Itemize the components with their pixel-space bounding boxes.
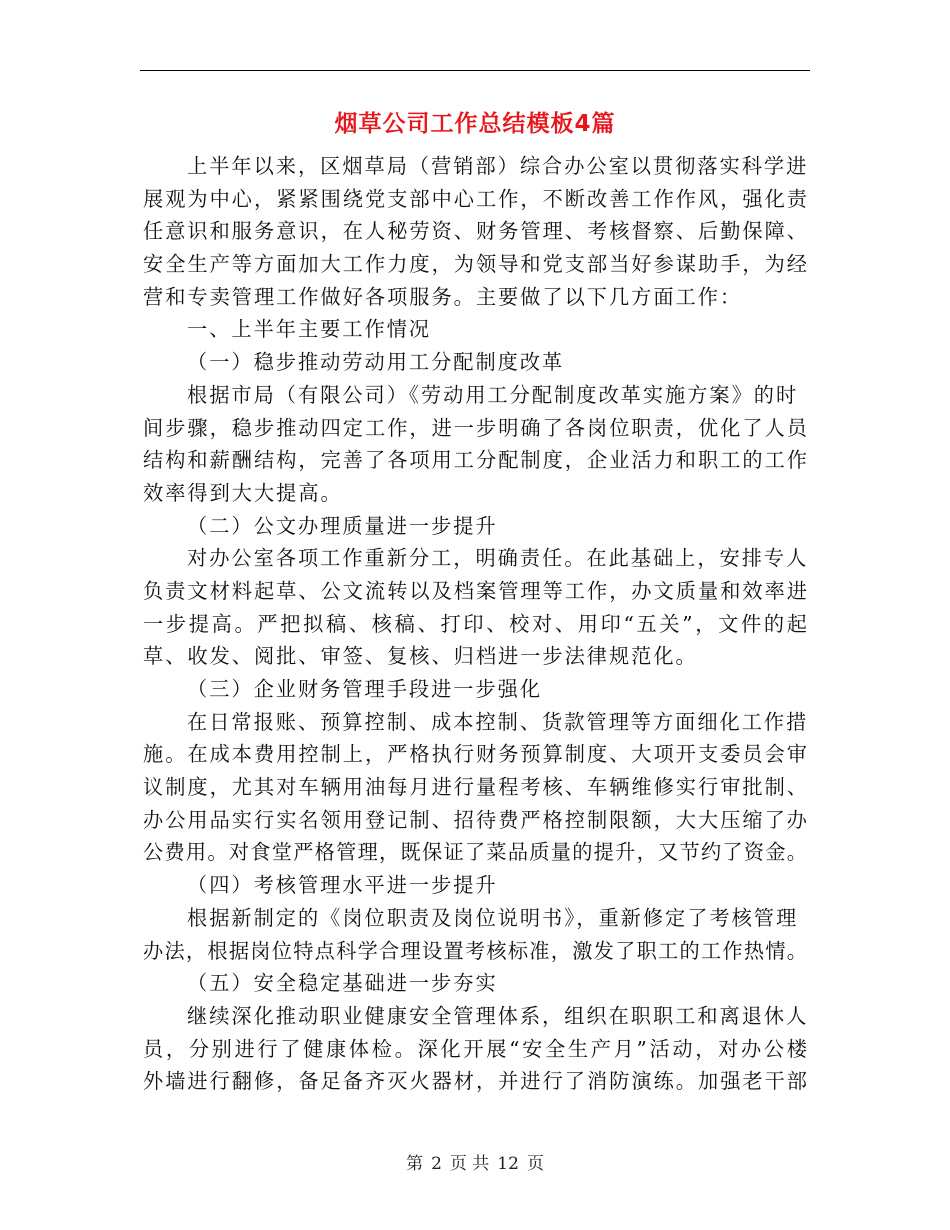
paragraph-line: 营和专卖管理工作做好各项服务。主要做了以下几方面工作： xyxy=(143,284,743,309)
header-rule xyxy=(140,70,810,71)
footer-prefix: 第 xyxy=(406,1154,424,1174)
subsection-heading: （三）企业财务管理手段进一步强化 xyxy=(187,677,543,701)
footer-total-pages: 12 xyxy=(497,1154,519,1174)
paragraph-line: 继续深化推动职业健康安全管理体系，组织在职职工和离退休人 xyxy=(187,1003,809,1028)
paragraph-line: 展观为中心，紧紧围绕党支部中心工作，不断改善工作作风，强化责 xyxy=(143,186,807,211)
paragraph-line: 员，分别进行了健康体检。深化开展“安全生产月”活动，对办公楼 xyxy=(143,1036,807,1061)
paragraph-line: 对办公室各项工作重新分工，明确责任。在此基础上，安排专人 xyxy=(187,546,809,571)
subsection-heading: （二）公文办理质量进一步提升 xyxy=(187,513,498,538)
paragraph-line: 公费用。对食堂严格管理，既保证了菜品质量的提升，又节约了资金。 xyxy=(143,840,807,865)
paragraph-line: 效率得到大大提高。 xyxy=(143,480,343,505)
paragraph-line: 根据市局（有限公司）《劳动用工分配制度改革实施方案》的时 xyxy=(187,382,799,407)
paragraph-line: 任意识和服务意识，在人秘劳资、财务管理、考核督察、后勤保障、 xyxy=(143,219,807,244)
subsection-heading: （四）考核管理水平进一步提升 xyxy=(187,873,498,898)
document-title: 烟草公司工作总结模板4篇 xyxy=(334,111,616,137)
subsection-heading: （五）安全稳定基础进一步夯实 xyxy=(187,971,498,996)
footer-suffix: 页 xyxy=(526,1154,544,1174)
paragraph-line: 办法，根据岗位特点科学合理设置考核标准，激发了职工的工作热情。 xyxy=(143,938,807,963)
footer-middle: 页 共 xyxy=(449,1154,490,1174)
paragraph-line: 施。在成本费用控制上，严格执行财务预算制度、大项开支委员会审 xyxy=(143,742,807,767)
paragraph-line: 议制度，尤其对车辆用油每月进行量程考核、车辆维修实行审批制、 xyxy=(143,775,807,800)
paragraph-line: 结构和薪酬结构，完善了各项用工分配制度，企业活力和职工的工作 xyxy=(143,448,807,473)
subsection-heading: （一）稳步推动劳动用工分配制度改革 xyxy=(187,350,565,375)
paragraph-line: 上半年以来，区烟草局（营销部）综合办公室以贯彻落实科学进 xyxy=(187,154,809,178)
paragraph-line: 间步骤，稳步推动四定工作，进一步明确了各岗位职责，优化了人员 xyxy=(143,415,807,440)
paragraph-line: 外墙进行翻修，备足备齐灭火器材，并进行了消防演练。加强老干部 xyxy=(143,1069,807,1094)
document-body xyxy=(143,150,807,1098)
paragraph-line: 一步提高。严把拟稿、核稿、打印、校对、用印“五关”，文件的起 xyxy=(143,611,807,636)
page-footer xyxy=(0,1152,950,1176)
paragraph-line: 草、收发、阅批、审签、复核、归档进一步法律规范化。 xyxy=(143,644,698,669)
paragraph-line: 安全生产等方面加大工作力度，为领导和党支部当好参谋助手，为经 xyxy=(143,252,807,277)
paragraph-line: 负责文材料起草、公文流转以及档案管理等工作，办文质量和效率进 xyxy=(143,578,807,603)
paragraph-line: 办公用品实行实名领用登记制、招待费严格控制限额，大大压缩了办 xyxy=(143,807,807,832)
section-heading: 一、上半年主要工作情况 xyxy=(187,317,432,342)
paragraph-line: 根据新制定的《岗位职责及岗位说明书》，重新修定了考核管理 xyxy=(187,905,799,930)
paragraph-line: 在日常报账、预算控制、成本控制、货款管理等方面细化工作措 xyxy=(187,709,809,734)
footer-page-number: 2 xyxy=(431,1154,442,1174)
